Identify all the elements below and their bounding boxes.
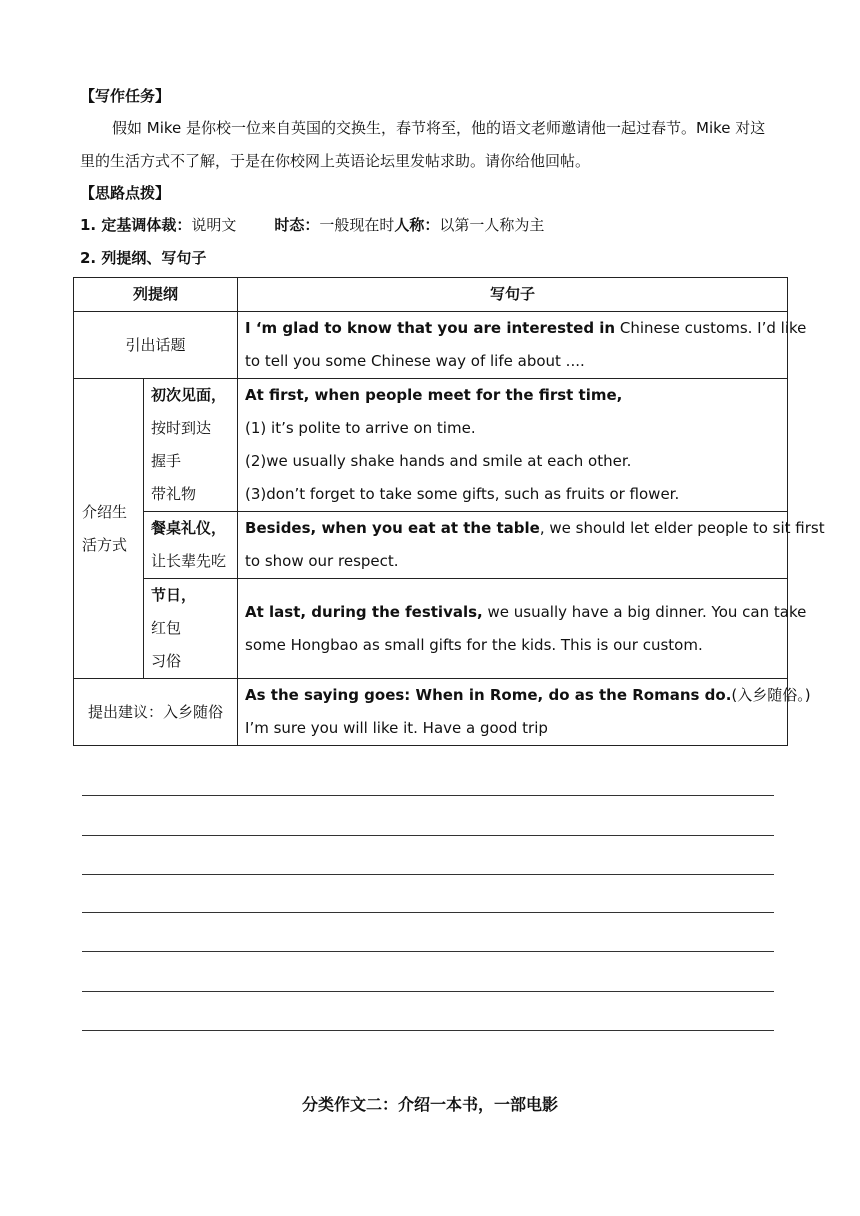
sub-festival-item: 习俗 <box>151 652 182 670</box>
sub-meeting-item: 带礼物 <box>151 485 197 503</box>
table-row <box>74 679 788 746</box>
sub-meeting <box>144 379 238 512</box>
header-outline: 列提纲 <box>74 278 238 312</box>
writing-line[interactable] <box>82 912 774 913</box>
row-sentence-meeting <box>238 379 788 512</box>
meeting-sentence-1: (1) it’s polite to arrive on time. <box>245 419 476 437</box>
group-label-1: 介绍生 <box>82 502 128 521</box>
section-title: 分类作文二：介绍一本书，一部电影 <box>301 1095 558 1114</box>
intro-normal: Chinese customs. I’d like <box>615 319 807 337</box>
header-sentences: 写句子 <box>238 278 788 312</box>
tip-tense-label: 时态： <box>274 216 320 234</box>
table-row <box>74 512 788 579</box>
suggestion-bold: As the saying goes: When in Rome, do as the Romans do. <box>245 686 732 704</box>
writing-line[interactable] <box>82 795 774 796</box>
writing-line[interactable] <box>82 991 774 992</box>
tip-1 <box>80 215 544 235</box>
table-header-row <box>74 278 788 312</box>
meeting-sentence-3: (3)don’t forget to take some gifts, such as fruits or flower. <box>245 485 680 503</box>
tip-genre-label: 1. 定基调体裁： <box>80 216 192 234</box>
sub-table-title: 餐桌礼仪， <box>151 519 227 537</box>
table-row <box>74 312 788 379</box>
sub-meeting-item: 按时到达 <box>151 419 212 437</box>
table-manners-normal: , we should let elder people to sit first <box>539 519 825 537</box>
festival-normal: we usually have a big dinner. You can take <box>482 602 807 621</box>
suggestion-line-2: I’m sure you will like it. Have a good trip <box>245 719 548 737</box>
group-life-style <box>74 379 144 679</box>
sub-table-item: 让长辈先吃 <box>151 552 227 570</box>
row-topic-intro: 引出话题 <box>74 312 238 379</box>
festival-line-2: some Hongbao as small gifts for the kids. This is our custom. <box>245 635 703 654</box>
tip-2: 2. 列提纲、写句子 <box>80 249 207 267</box>
writing-line[interactable] <box>82 1030 774 1031</box>
writing-line[interactable] <box>82 874 774 875</box>
table-row <box>74 579 788 679</box>
writing-line[interactable] <box>82 835 774 836</box>
writing-line[interactable] <box>82 951 774 952</box>
writing-task-line-2: 里的生活方式不了解，于是在你校网上英语论坛里发帖求助。请你给他回帖。 <box>80 152 591 170</box>
table-manners-bold: Besides, when you eat at the table <box>245 519 540 537</box>
tip-person-value: 以第一人称为主 <box>439 216 545 234</box>
sub-meeting-item: 握手 <box>151 452 182 470</box>
writing-task-line-1: 假如 Mike 是你校一位来自英国的交换生，春节将至，他的语文老师邀请他一起过春节。Mike 对这 <box>112 119 766 137</box>
tip-genre-value: 说明文 <box>191 216 237 234</box>
row-sentence-festival <box>238 579 807 679</box>
row-sentence-suggestion <box>238 679 811 746</box>
sub-table-manners <box>144 512 238 579</box>
group-label-2: 活方式 <box>82 535 128 554</box>
tips-heading: 【思路点拨】 <box>80 184 171 202</box>
table-row <box>74 379 788 512</box>
meeting-sentence-2: (2)we usually shake hands and smile at each other. <box>245 452 632 470</box>
row-sentence-table-manners <box>238 512 825 579</box>
sub-festival-item: 红包 <box>151 619 182 637</box>
row-topic-suggestion: 提出建议：入乡随俗 <box>74 679 238 746</box>
sub-festival-title: 节日， <box>151 586 197 604</box>
suggestion-normal: (入乡随俗。) <box>731 686 811 704</box>
outline-table <box>73 277 825 746</box>
writing-task-heading: 【写作任务】 <box>80 87 171 105</box>
festival-bold: At last, during the festivals, <box>245 602 483 621</box>
row-sentence-intro <box>238 312 807 379</box>
tip-person-label: 人称： <box>394 216 440 234</box>
intro-bold: I ‘m glad to know that you are interested in <box>245 319 616 337</box>
tip-tense-value: 一般现在时 <box>319 216 395 234</box>
sub-meeting-title: 初次见面， <box>151 386 227 404</box>
table-manners-line-2: to show our respect. <box>245 552 399 570</box>
sub-festival <box>144 579 238 679</box>
meeting-lead: At first, when people meet for the first time, <box>245 386 623 404</box>
intro-line-2: to tell you some Chinese way of life about .... <box>245 352 585 370</box>
